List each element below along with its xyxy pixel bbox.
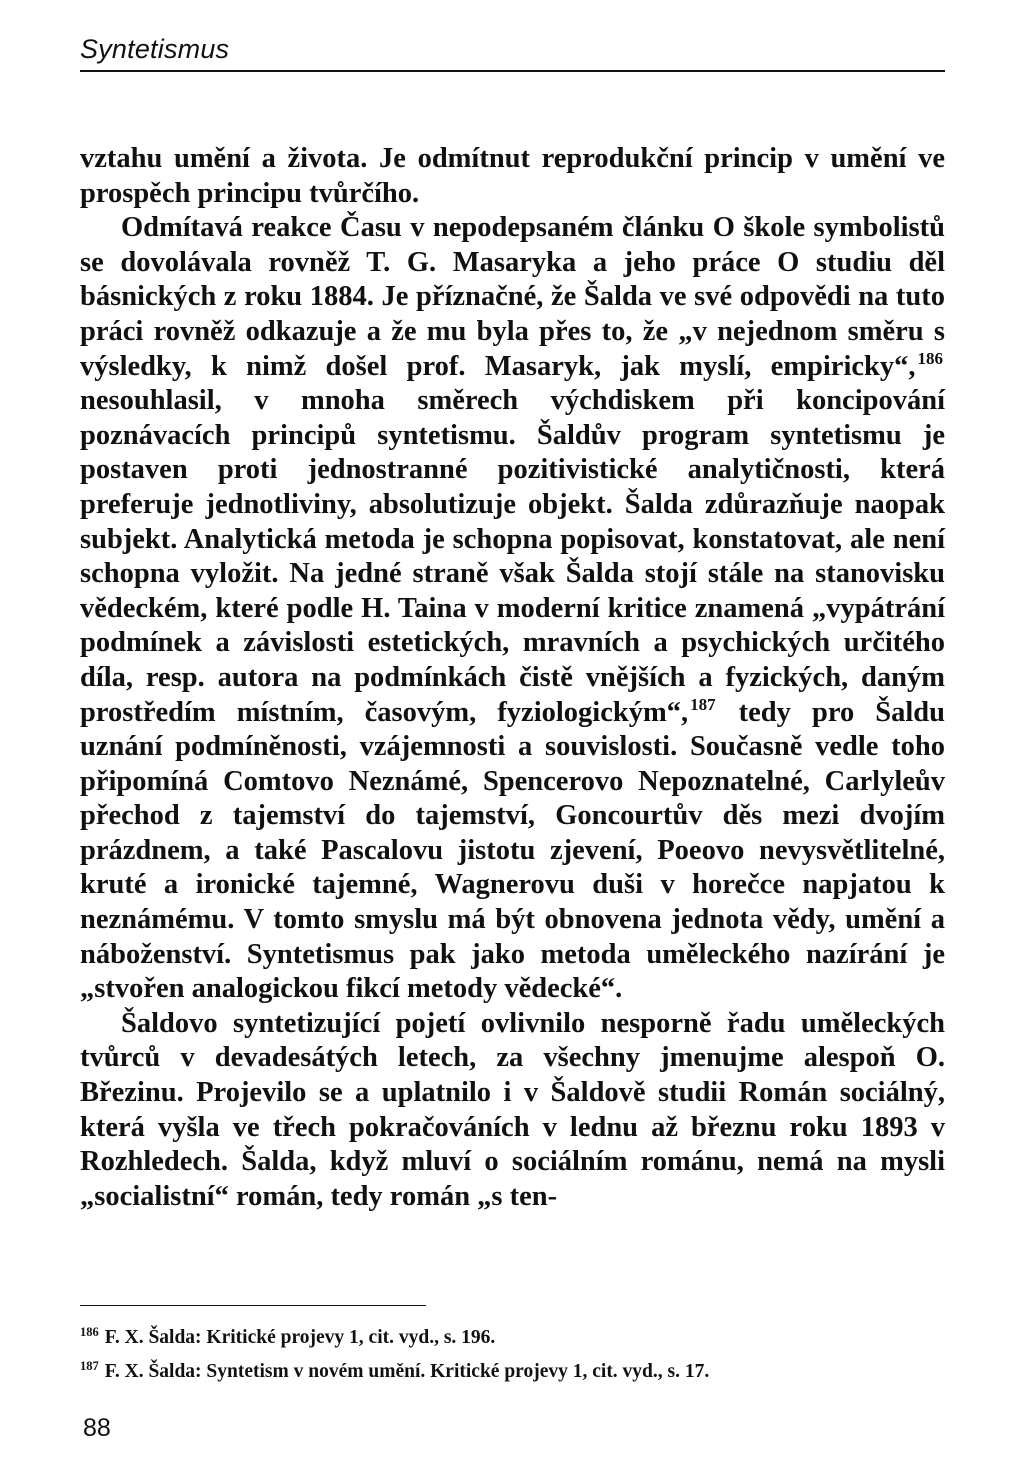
footnotes [80, 1318, 960, 1386]
header-rule [80, 70, 945, 72]
footnote-rule [80, 1305, 426, 1306]
paragraph-text: nesouhlasil, v mnoha směrech výchdiskem při koncipování poznávacích principů syntetismu. Šaldův program syntetismu je postaven proti jednostranné pozitivistické analytičnosti, která preferuje jednotliviny, absolutizuje objekt. Šalda zdůrazňuje naopak subjekt. Analytická metoda je schopna popisovat, konstatovat, ale není schopna vyložit. Na jedné straně však Šalda stojí stále na stanovisku vědeckém, které podle H. Taina v moderní kritice znamená „vypátrání podmínek a závislosti estetických, mravních a psychických určitého díla, resp. autora na podmínkách čistě vnějších a fyzických, daným prostředím místním, časovým, fyziologickým“, [80, 385, 945, 728]
paragraph [80, 1007, 945, 1215]
running-header-title: Syntetismus [80, 34, 230, 64]
paragraph [80, 211, 945, 1007]
footnote [80, 1318, 960, 1352]
paragraph-text: Šaldovo syntetizující pojetí ovlivnilo nesporně řadu uměleckých tvůrců v devadesátých letech, za všechny jmenujme alespoň O. Březinu. Projevilo se a uplatnilo i v Šaldově studii Román sociálný, která vyšla ve třech pokračováních v lednu až březnu roku 1893 v Rozhledech. Šalda, když mluví o sociálním románu, nemá na mysli „socialistní“ román, tedy román „s ten- [80, 1007, 945, 1212]
page-number: 88 [83, 1414, 111, 1442]
footnote-number: 187 [80, 1359, 99, 1373]
paragraph-text: Odmítavá reakce Času v nepodepsaném článku O škole symbolistů se dovolávala rovněž T. G. Masaryka a jeho práce O studiu děl básnických z roku 1884. Je příznačné, že Šalda ve své odpovědi na tuto práci rovněž odkazuje a že mu byla přes to, že „v nejednom směru s výsledky, k nimž došel prof. Masaryk, jak myslí, empiricky“, [80, 212, 945, 382]
footnote-text: F. X. Šalda: Syntetism v novém umění. Kritické projevy 1, cit. vyd., s. 17. [104, 1361, 710, 1382]
footnote-reference[interactable]: 186 [917, 348, 943, 368]
footnote-text: F. X. Šalda: Kritické projevy 1, cit. vyd., s. 196. [104, 1327, 496, 1348]
paragraph [80, 142, 945, 211]
main-text-block [80, 142, 945, 1214]
paragraph-text: tedy pro Šaldu uznání podmíněnosti, vzájemnosti a souvislosti. Současně vedle toho připomíná Comtovo Neznámé, Spencerovo Nepoznatelné, Carlyleův přechod z tajemství do tajemství, Goncourtův děs mezi dvojím prázdnem, a také Pascalovu jistotu zjevení, Poeovo nevysvětlitelné, kruté a ironické tajemné, Wagnerovu duši v horečce napjatou k neznámému. V tomto smyslu má být obnovena jednota vědy, umění a náboženství. Syntetismus pak jako metoda uměleckého nazírání je „stvořen analogickou fikcí metody vědecké“. [80, 696, 945, 1005]
footnote [80, 1352, 960, 1386]
footnote-reference[interactable]: 187 [690, 694, 716, 714]
footnote-number: 186 [80, 1325, 99, 1339]
paragraph-text: vztahu umění a života. Je odmítnut reprodukční princip v umění ve prospěch principu tvůrčího. [80, 143, 945, 209]
